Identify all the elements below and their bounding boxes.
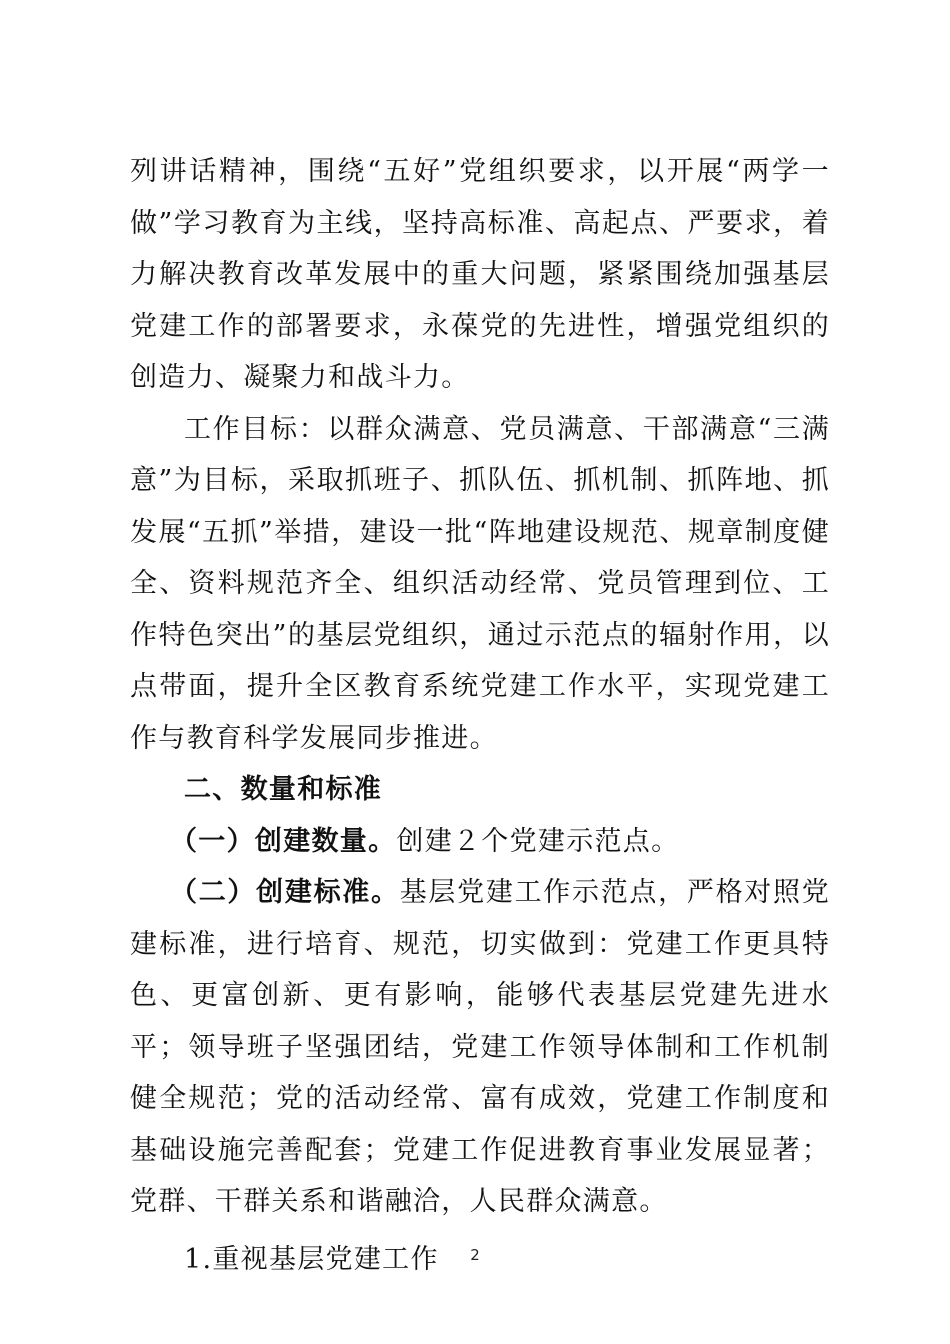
paragraph-continuation: 列讲话精神，围绕“五好”党组织要求，以开展“两学一做”学习教育为主线，坚持高标准、高起点、严要求，着力解决教育改革发展中的重大问题，紧紧围绕加强基层党建工作的部署要求，永葆党的先进性，增强党组织的创造力、凝聚力和战斗力。 xyxy=(130,156,830,393)
subsection-standard-text: 基层党建工作示范点，严格对照党建标准，进行培育、规范，切实做到：党建工作更具特色、更富创新、更有影响，能够代表基层党建先进水平；领导班子坚强团结，党建工作领导体制和工作机制健全规范；党的活动经常、富有成效，党建工作制度和基础设施完善配套；党建工作促进教育事业发展显著；党群、干群关系和谐融洽，人民群众满意。 xyxy=(130,877,831,1217)
page-number: 2 xyxy=(470,1246,480,1264)
subsection-standard-label: （二）创建标准。 xyxy=(170,877,400,908)
paragraph-work-goal: 工作目标：以群众满意、党员满意、干部满意“三满意”为目标，采取抓班子、抓队伍、抓机制、抓阵地、抓发展“五抓”举措，建设一批“阵地建设规范、规章制度健全、资料规范齐全、组织活动经常、党员管理到位、工作特色突出”的基层党组织，通过示范点的辐射作用，以点带面，提升全区教育系统党建工作水平，实现党建工作与教育科学发展同步推进。 xyxy=(130,413,830,754)
document-body xyxy=(130,146,830,1285)
subsection-standard xyxy=(130,867,830,1228)
subsection-quantity-text: 创建２个党建示范点。 xyxy=(396,825,680,857)
subsection-quantity xyxy=(130,816,830,868)
section-heading: 二、数量和标准 xyxy=(184,774,383,805)
subsection-quantity-label: （一）创建数量。 xyxy=(170,825,397,857)
list-item-1: 1.重视基层党建工作 xyxy=(184,1243,439,1275)
